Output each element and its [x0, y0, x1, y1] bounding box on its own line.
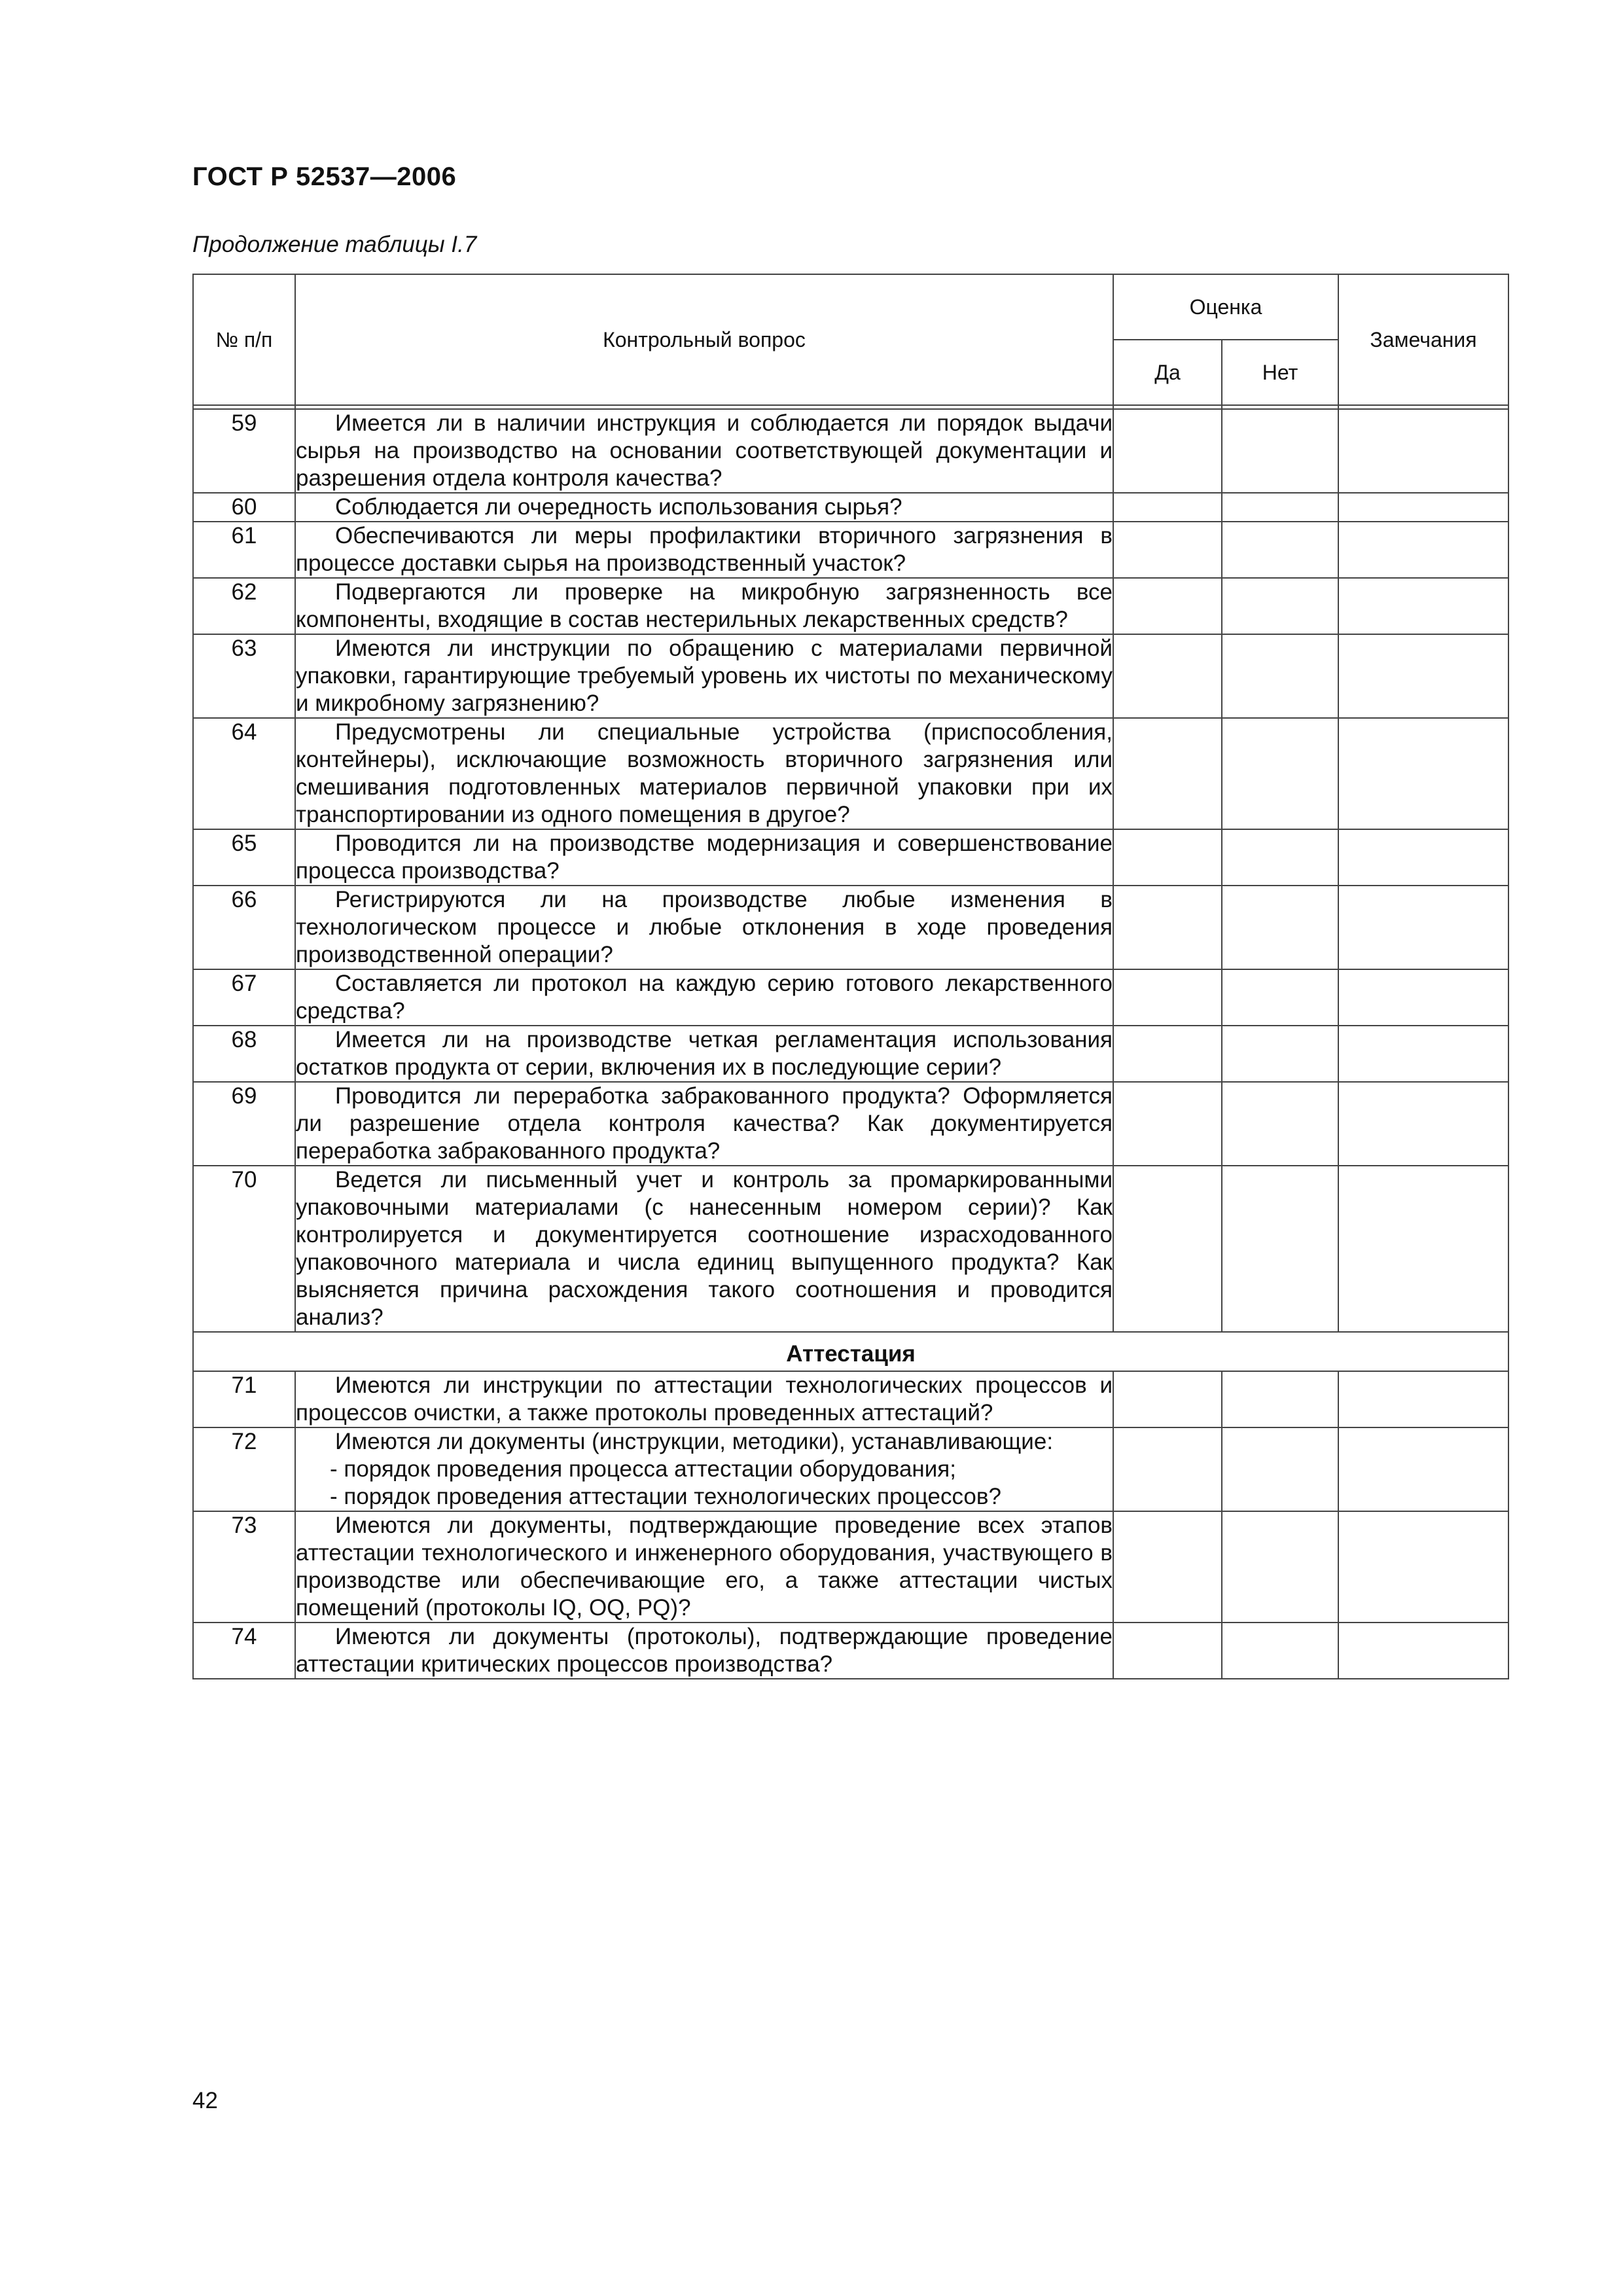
question-text: Имеется ли на производстве четкая регламентация использования остатков продукта от серии, включения их в последующие серии?	[296, 1027, 1113, 1080]
question-cell	[295, 634, 1113, 718]
remarks-cell	[1338, 522, 1508, 578]
question-cell	[295, 578, 1113, 634]
row-number: 67	[193, 969, 295, 1026]
remarks-cell	[1338, 1623, 1508, 1679]
question-cell	[295, 829, 1113, 886]
yes-cell	[1113, 522, 1222, 578]
table-row	[193, 409, 1508, 493]
remarks-cell	[1338, 634, 1508, 718]
column-header-no: Нет	[1222, 340, 1338, 405]
question-text: Ведется ли письменный учет и контроль за промаркированными упаковочными материалами (с нанесенным номером серии)? Как контролируется и документируется соотношение израсходованного упаковочного материала и числа единиц выпущенного продукта? Как выясняется причина расхождения такого соотношения и проводится анализ?	[296, 1167, 1113, 1330]
table-row	[193, 1166, 1508, 1332]
question-cell	[295, 1427, 1113, 1511]
remarks-cell	[1338, 886, 1508, 969]
no-cell	[1222, 886, 1338, 969]
remarks-cell	[1338, 1082, 1508, 1166]
section-row	[193, 1332, 1508, 1371]
no-cell	[1222, 1026, 1338, 1082]
table-caption: Продолжение таблицы I.7	[192, 232, 477, 257]
yes-cell	[1113, 1082, 1222, 1166]
checklist-table	[192, 274, 1509, 1679]
question-text: Регистрируются ли на производстве любые изменения в технологическом процессе и любые отклонения в ходе проведения производственной операции?	[296, 887, 1113, 967]
yes-cell	[1113, 969, 1222, 1026]
no-cell	[1222, 1166, 1338, 1332]
remarks-cell	[1338, 1427, 1508, 1511]
remarks-cell	[1338, 493, 1508, 522]
table-row	[193, 1427, 1508, 1511]
row-number: 69	[193, 1082, 295, 1166]
row-number: 68	[193, 1026, 295, 1082]
remarks-cell	[1338, 409, 1508, 493]
list-item: - порядок проведения процесса аттестации оборудования;	[330, 1456, 956, 1482]
row-number: 70	[193, 1166, 295, 1332]
row-number: 74	[193, 1623, 295, 1679]
question-cell	[295, 493, 1113, 522]
section-title: Аттестация	[193, 1332, 1508, 1371]
question-text: Имеется ли в наличии инструкция и соблюдается ли порядок выдачи сырья на производство на основании соответствующей документации и разрешения отдела контроля качества?	[296, 410, 1113, 491]
yes-cell	[1113, 409, 1222, 493]
question-text: Предусмотрены ли специальные устройства (приспособления, контейнеры), исключающие возможность вторичного загрязнения или смешивания подготовленных материалов первичной упаковки при их транспортировании из одного помещения в другое?	[296, 719, 1113, 827]
question-text: Обеспечиваются ли меры профилактики вторичного загрязнения в процессе доставки сырья на производственный участок?	[296, 523, 1113, 576]
row-number: 63	[193, 634, 295, 718]
question-cell	[295, 1166, 1113, 1332]
no-cell	[1222, 1623, 1338, 1679]
table-row	[193, 522, 1508, 578]
row-number: 65	[193, 829, 295, 886]
row-number: 60	[193, 493, 295, 522]
yes-cell	[1113, 578, 1222, 634]
no-cell	[1222, 522, 1338, 578]
remarks-cell	[1338, 969, 1508, 1026]
list-item: - порядок проведения аттестации технологических процессов?	[330, 1484, 1001, 1509]
question-text: Имеются ли документы (протоколы), подтверждающие проведение аттестации критических процессов производства?	[296, 1624, 1113, 1677]
page-number: 42	[192, 2088, 218, 2113]
remarks-cell	[1338, 718, 1508, 829]
table-row	[193, 969, 1508, 1026]
no-cell	[1222, 718, 1338, 829]
table-row	[193, 829, 1508, 886]
yes-cell	[1113, 829, 1222, 886]
no-cell	[1222, 1082, 1338, 1166]
row-number: 62	[193, 578, 295, 634]
row-number: 71	[193, 1371, 295, 1427]
question-text: Составляется ли протокол на каждую серию готового лекарственного средства?	[296, 971, 1113, 1024]
question-cell	[295, 1082, 1113, 1166]
question-cell	[295, 886, 1113, 969]
no-cell	[1222, 578, 1338, 634]
table-row	[193, 493, 1508, 522]
table-row	[193, 578, 1508, 634]
yes-cell	[1113, 493, 1222, 522]
question-text: Проводится ли на производстве модернизация и совершенствование процесса производства?	[296, 831, 1113, 884]
question-text: Имеются ли инструкции по аттестации технологических процессов и процессов очистки, а также протоколы проведенных аттестаций?	[296, 1372, 1113, 1426]
no-cell	[1222, 1371, 1338, 1427]
no-cell	[1222, 409, 1338, 493]
question-cell	[295, 409, 1113, 493]
column-header-yes: Да	[1113, 340, 1222, 405]
remarks-cell	[1338, 1026, 1508, 1082]
table-row	[193, 634, 1508, 718]
no-cell	[1222, 634, 1338, 718]
column-header-remarks: Замечания	[1338, 274, 1508, 405]
no-cell	[1222, 493, 1338, 522]
question-cell	[295, 522, 1113, 578]
remarks-cell	[1338, 1511, 1508, 1623]
question-text: Имеются ли документы (инструкции, методики), устанавливающие:	[335, 1429, 1054, 1454]
yes-cell	[1113, 1511, 1222, 1623]
standard-title: ГОСТ Р 52537—2006	[192, 162, 457, 191]
row-number: 72	[193, 1427, 295, 1511]
question-text: Подвергаются ли проверке на микробную загрязненность все компоненты, входящие в состав нестерильных лекарственных средств?	[296, 579, 1113, 632]
column-header-number: № п/п	[193, 274, 295, 405]
question-cell	[295, 718, 1113, 829]
row-number: 61	[193, 522, 295, 578]
row-number: 73	[193, 1511, 295, 1623]
row-number: 59	[193, 409, 295, 493]
question-text: Имеются ли инструкции по обращению с материалами первичной упаковки, гарантирующие требуемый уровень их чистоты по механическому и микробному загрязнению?	[296, 636, 1113, 716]
yes-cell	[1113, 1371, 1222, 1427]
question-cell	[295, 1623, 1113, 1679]
table-row	[193, 1623, 1508, 1679]
no-cell	[1222, 1427, 1338, 1511]
yes-cell	[1113, 1026, 1222, 1082]
question-cell	[295, 969, 1113, 1026]
remarks-cell	[1338, 1371, 1508, 1427]
question-text: Имеются ли документы, подтверждающие проведение всех этапов аттестации технологического и инженерного оборудования, участвующего в производстве или обеспечивающие его, а также аттестации чистых помещений (протоколы IQ, OQ, PQ)?	[296, 1513, 1113, 1621]
remarks-cell	[1338, 829, 1508, 886]
row-number: 64	[193, 718, 295, 829]
question-cell	[295, 1026, 1113, 1082]
table-row	[193, 1371, 1508, 1427]
no-cell	[1222, 969, 1338, 1026]
no-cell	[1222, 1511, 1338, 1623]
yes-cell	[1113, 886, 1222, 969]
yes-cell	[1113, 718, 1222, 829]
table-row	[193, 1511, 1508, 1623]
remarks-cell	[1338, 578, 1508, 634]
table-row	[193, 718, 1508, 829]
row-number: 66	[193, 886, 295, 969]
question-text: Проводится ли переработка забракованного продукта? Оформляется ли разрешение отдела контроля качества? Как документируется переработка забракованного продукта?	[296, 1083, 1113, 1164]
column-header-question: Контрольный вопрос	[295, 274, 1113, 405]
table-row	[193, 1026, 1508, 1082]
question-cell	[295, 1511, 1113, 1623]
column-header-rating: Оценка	[1113, 274, 1338, 340]
no-cell	[1222, 829, 1338, 886]
question-cell	[295, 1371, 1113, 1427]
remarks-cell	[1338, 1166, 1508, 1332]
question-text: Соблюдается ли очередность использования сырья?	[335, 494, 902, 520]
yes-cell	[1113, 1166, 1222, 1332]
table-row	[193, 886, 1508, 969]
yes-cell	[1113, 1623, 1222, 1679]
yes-cell	[1113, 1427, 1222, 1511]
table-row	[193, 1082, 1508, 1166]
yes-cell	[1113, 634, 1222, 718]
